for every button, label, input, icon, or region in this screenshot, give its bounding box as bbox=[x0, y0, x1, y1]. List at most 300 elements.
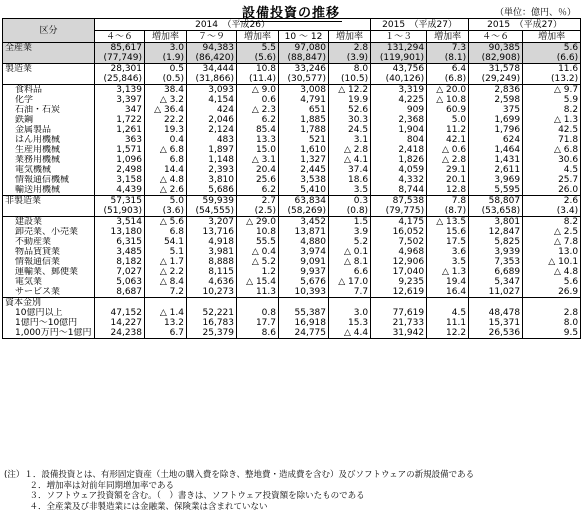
amount-cell: 5,595 bbox=[469, 185, 523, 196]
amount-cell: 8,182 bbox=[95, 257, 145, 267]
table-row bbox=[3, 318, 581, 328]
amount-cell: 31,578 bbox=[469, 64, 523, 75]
row-label: 建設業 bbox=[3, 217, 95, 228]
amount-cell: 6,315 bbox=[95, 237, 145, 247]
amount-cell: 5,825 bbox=[469, 237, 523, 247]
amount-cell: 33,246 bbox=[279, 64, 329, 75]
growth-rate-cell: △ 10.1 bbox=[523, 257, 581, 267]
growth-rate-cell: △ 2.3 bbox=[237, 105, 279, 115]
amount-cell: 2,368 bbox=[371, 115, 427, 125]
growth-rate-cell: △ 8.1 bbox=[329, 257, 371, 267]
row-label: 非製造業 bbox=[3, 196, 95, 207]
amount-cell: 48,478 bbox=[469, 308, 523, 318]
row-label: 資本金別 bbox=[3, 298, 95, 309]
footnotes bbox=[4, 470, 474, 512]
growth-rate-cell: △ 2.6 bbox=[145, 185, 187, 196]
growth-rate-cell: 11.6 bbox=[523, 64, 581, 75]
growth-rate-cell: 6.8 bbox=[145, 155, 187, 165]
footnote: ３．ソフトウェア投資額を含む。（ ）書きは、ソフトウェア投資額を除いたものである bbox=[4, 491, 365, 501]
header-rate: 増加率 bbox=[237, 31, 279, 43]
growth-rate-cell: 6.4 bbox=[427, 64, 469, 75]
row-label: 情報通信機械 bbox=[3, 175, 95, 185]
amount-cell: 8,687 bbox=[95, 287, 145, 298]
growth-rate-cell: △ 5.2 bbox=[237, 257, 279, 267]
table-row bbox=[3, 115, 581, 125]
growth-rate-cell bbox=[523, 298, 581, 309]
growth-rate-cell: 25.6 bbox=[237, 175, 279, 185]
header-period: ４～６ bbox=[95, 31, 145, 43]
growth-rate-cell: 8.0 bbox=[329, 64, 371, 75]
growth-rate-cell: (11.4) bbox=[237, 74, 279, 85]
growth-rate-cell: 18.6 bbox=[329, 175, 371, 185]
amount-cell: (40,126) bbox=[371, 74, 427, 85]
growth-rate-cell: △ 8.4 bbox=[145, 277, 187, 287]
amount-cell: 375 bbox=[469, 105, 523, 115]
table-row bbox=[3, 257, 581, 267]
amount-cell: 77,619 bbox=[371, 308, 427, 318]
amount-cell: 12,906 bbox=[371, 257, 427, 267]
growth-rate-cell: 55.5 bbox=[237, 237, 279, 247]
growth-rate-cell: 38.4 bbox=[145, 85, 187, 96]
row-label: 輸送用機械 bbox=[3, 185, 95, 196]
growth-rate-cell: 6.6 bbox=[329, 267, 371, 277]
amount-cell: 4,059 bbox=[371, 165, 427, 175]
table-row bbox=[3, 43, 581, 54]
amount-cell: (51,903) bbox=[95, 206, 145, 217]
growth-rate-cell bbox=[237, 298, 279, 309]
amount-cell: 34,444 bbox=[187, 64, 237, 75]
amount-cell: 4,791 bbox=[279, 95, 329, 105]
amount-cell: 9,091 bbox=[279, 257, 329, 267]
growth-rate-cell: 71.8 bbox=[523, 135, 581, 145]
growth-rate-cell: 5.6 bbox=[523, 277, 581, 287]
amount-cell: 57,315 bbox=[95, 196, 145, 207]
amount-cell: (31,866) bbox=[187, 74, 237, 85]
growth-rate-cell: 42.1 bbox=[427, 135, 469, 145]
growth-rate-cell: △ 6.8 bbox=[523, 145, 581, 155]
table-row bbox=[3, 328, 581, 339]
growth-rate-cell: (1.9) bbox=[145, 53, 187, 64]
amount-cell: 15,371 bbox=[469, 318, 523, 328]
growth-rate-cell: 30.6 bbox=[523, 155, 581, 165]
amount-cell: 521 bbox=[279, 135, 329, 145]
growth-rate-cell: △ 2.8 bbox=[329, 145, 371, 155]
amount-cell: 3,981 bbox=[187, 247, 237, 257]
growth-rate-cell: (0.8) bbox=[329, 206, 371, 217]
growth-rate-cell: △ 29.0 bbox=[237, 217, 279, 228]
table-row bbox=[3, 85, 581, 96]
growth-rate-cell: 5.9 bbox=[523, 95, 581, 105]
growth-rate-cell: 5.2 bbox=[329, 237, 371, 247]
growth-rate-cell: (8.1) bbox=[427, 53, 469, 64]
table-row bbox=[3, 145, 581, 155]
growth-rate-cell: 12.2 bbox=[427, 328, 469, 339]
header-rate: 増加率 bbox=[427, 31, 469, 43]
growth-rate-cell: 13.2 bbox=[145, 318, 187, 328]
table-row bbox=[3, 196, 581, 207]
growth-rate-cell: 6.8 bbox=[145, 227, 187, 237]
amount-cell: 347 bbox=[95, 105, 145, 115]
table-row bbox=[3, 298, 581, 309]
amount-cell bbox=[187, 298, 237, 309]
growth-rate-cell: 3.0 bbox=[329, 308, 371, 318]
amount-cell: (29,249) bbox=[469, 74, 523, 85]
growth-rate-cell: 5.5 bbox=[237, 43, 279, 54]
amount-cell: 7,502 bbox=[371, 237, 427, 247]
growth-rate-cell: 20.1 bbox=[427, 175, 469, 185]
growth-rate-cell: 0.6 bbox=[237, 95, 279, 105]
growth-rate-cell: 29.1 bbox=[427, 165, 469, 175]
growth-rate-cell: △ 2.5 bbox=[523, 227, 581, 237]
amount-cell: (79,775) bbox=[371, 206, 427, 217]
growth-rate-cell bbox=[329, 298, 371, 309]
growth-rate-cell: △ 20.0 bbox=[427, 85, 469, 96]
growth-rate-cell: 3.9 bbox=[329, 227, 371, 237]
growth-rate-cell bbox=[427, 298, 469, 309]
amount-cell: 1,610 bbox=[279, 145, 329, 155]
amount-cell: 21,733 bbox=[371, 318, 427, 328]
growth-rate-cell: 6.2 bbox=[237, 115, 279, 125]
growth-rate-cell: 85.4 bbox=[237, 125, 279, 135]
growth-rate-cell: 5.6 bbox=[523, 43, 581, 54]
growth-rate-cell: (13.2) bbox=[523, 74, 581, 85]
growth-rate-cell: 0.4 bbox=[145, 135, 187, 145]
growth-rate-cell: (3.6) bbox=[145, 206, 187, 217]
growth-rate-cell: △ 17.0 bbox=[329, 277, 371, 287]
table-row bbox=[3, 74, 581, 85]
growth-rate-cell: 1.2 bbox=[237, 267, 279, 277]
amount-cell: 5,410 bbox=[279, 185, 329, 196]
amount-cell: 1,826 bbox=[371, 155, 427, 165]
table-row bbox=[3, 217, 581, 228]
growth-rate-cell: 1.5 bbox=[329, 217, 371, 228]
growth-rate-cell: 26.0 bbox=[523, 185, 581, 196]
amount-cell: 12,847 bbox=[469, 227, 523, 237]
growth-rate-cell: △ 0.6 bbox=[427, 145, 469, 155]
amount-cell: 3,969 bbox=[469, 175, 523, 185]
amount-cell: 8,888 bbox=[187, 257, 237, 267]
amount-cell: 1,096 bbox=[95, 155, 145, 165]
growth-rate-cell: 11.2 bbox=[427, 125, 469, 135]
growth-rate-cell: △ 36.4 bbox=[145, 105, 187, 115]
amount-cell: 3,538 bbox=[279, 175, 329, 185]
amount-cell: 1,788 bbox=[279, 125, 329, 135]
amount-cell: 55,387 bbox=[279, 308, 329, 318]
amount-cell: (119,901) bbox=[371, 53, 427, 64]
growth-rate-cell: 17.5 bbox=[427, 237, 469, 247]
growth-rate-cell: △ 2.2 bbox=[145, 267, 187, 277]
growth-rate-cell: △ 9.0 bbox=[237, 85, 279, 96]
amount-cell: 1,722 bbox=[95, 115, 145, 125]
amount-cell: 4,636 bbox=[187, 277, 237, 287]
growth-rate-cell: △ 1.3 bbox=[427, 267, 469, 277]
amount-cell: 4,918 bbox=[187, 237, 237, 247]
amount-cell bbox=[371, 298, 427, 309]
amount-cell: 424 bbox=[187, 105, 237, 115]
table-row bbox=[3, 175, 581, 185]
row-label: 化学 bbox=[3, 95, 95, 105]
amount-cell: 31,942 bbox=[371, 328, 427, 339]
growth-rate-cell: (2.5) bbox=[237, 206, 279, 217]
amount-cell: 1,904 bbox=[371, 125, 427, 135]
amount-cell: (86,420) bbox=[187, 53, 237, 64]
growth-rate-cell: 11.1 bbox=[427, 318, 469, 328]
growth-rate-cell: 7.8 bbox=[427, 196, 469, 207]
amount-cell: 11,027 bbox=[469, 287, 523, 298]
amount-cell: 4,439 bbox=[95, 185, 145, 196]
growth-rate-cell: 52.6 bbox=[329, 105, 371, 115]
growth-rate-cell: 37.4 bbox=[329, 165, 371, 175]
growth-rate-cell: 2.8 bbox=[329, 43, 371, 54]
table-row bbox=[3, 206, 581, 217]
amount-cell: 3,485 bbox=[95, 247, 145, 257]
growth-rate-cell: 3.0 bbox=[145, 43, 187, 54]
amount-cell: (25,846) bbox=[95, 74, 145, 85]
header-rate: 増加率 bbox=[523, 31, 581, 43]
growth-rate-cell: 10.8 bbox=[237, 64, 279, 75]
row-label: 10億円以上 bbox=[3, 308, 95, 318]
amount-cell: 4,225 bbox=[371, 95, 427, 105]
amount-cell bbox=[279, 298, 329, 309]
growth-rate-cell: 19.9 bbox=[329, 95, 371, 105]
amount-cell: 58,807 bbox=[469, 196, 523, 207]
row-label: 電気機械 bbox=[3, 165, 95, 175]
table-row bbox=[3, 125, 581, 135]
growth-rate-cell: 20.4 bbox=[237, 165, 279, 175]
amount-cell: 3,514 bbox=[95, 217, 145, 228]
amount-cell: 2,124 bbox=[187, 125, 237, 135]
amount-cell: 16,052 bbox=[371, 227, 427, 237]
footnote: (注）１．設備投資とは、有形固定資産（土地の購入費を除き、整地費・造成費を含む）及びソフトウェアの新規設備である bbox=[4, 470, 475, 480]
growth-rate-cell: 5.1 bbox=[145, 247, 187, 257]
table-row bbox=[3, 155, 581, 165]
row-label: 石油・石炭 bbox=[3, 105, 95, 115]
amount-cell: 63,834 bbox=[279, 196, 329, 207]
growth-rate-cell: 15.3 bbox=[329, 318, 371, 328]
amount-cell: 94,383 bbox=[187, 43, 237, 54]
footnote: ２．増加率は対前年同期増加率である bbox=[4, 480, 175, 491]
header-period: ７～９ bbox=[187, 31, 237, 43]
growth-rate-cell: 11.3 bbox=[237, 287, 279, 298]
growth-rate-cell: △ 0.1 bbox=[329, 247, 371, 257]
growth-rate-cell: △ 4.8 bbox=[145, 175, 187, 185]
growth-rate-cell: △ 3.2 bbox=[145, 95, 187, 105]
amount-cell: 4,332 bbox=[371, 175, 427, 185]
table-row bbox=[3, 53, 581, 64]
growth-rate-cell: 26.9 bbox=[523, 287, 581, 298]
growth-rate-cell: 15.0 bbox=[237, 145, 279, 155]
table-row bbox=[3, 165, 581, 175]
amount-cell: 97,080 bbox=[279, 43, 329, 54]
amount-cell: 17,040 bbox=[371, 267, 427, 277]
amount-cell: 28,301 bbox=[95, 64, 145, 75]
header-period: 10 ～ 12 bbox=[279, 31, 329, 43]
row-label: 製造業 bbox=[3, 64, 95, 75]
amount-cell: 3,801 bbox=[469, 217, 523, 228]
growth-rate-cell: △ 9.7 bbox=[523, 85, 581, 96]
row-label: 食料品 bbox=[3, 85, 95, 96]
amount-cell: 2,498 bbox=[95, 165, 145, 175]
row-label: 金属製品 bbox=[3, 125, 95, 135]
growth-rate-cell: 3.6 bbox=[427, 247, 469, 257]
row-label: 鉄鋼 bbox=[3, 115, 95, 125]
growth-rate-cell: △ 3.1 bbox=[237, 155, 279, 165]
table-row bbox=[3, 105, 581, 115]
amount-cell: 5,676 bbox=[279, 277, 329, 287]
growth-rate-cell: (6.6) bbox=[523, 53, 581, 64]
amount-cell: 13,871 bbox=[279, 227, 329, 237]
growth-rate-cell: 7.3 bbox=[427, 43, 469, 54]
table-row bbox=[3, 64, 581, 75]
amount-cell: 2,418 bbox=[371, 145, 427, 155]
amount-cell: 4,880 bbox=[279, 237, 329, 247]
growth-rate-cell: 7.2 bbox=[145, 287, 187, 298]
amount-cell: 3,093 bbox=[187, 85, 237, 96]
amount-cell: 2,393 bbox=[187, 165, 237, 175]
growth-rate-cell: 7.7 bbox=[329, 287, 371, 298]
amount-cell: 47,152 bbox=[95, 308, 145, 318]
amount-cell: 1,885 bbox=[279, 115, 329, 125]
row-label: はん用機械 bbox=[3, 135, 95, 145]
amount-cell: 1,571 bbox=[95, 145, 145, 155]
growth-rate-cell: 19.3 bbox=[145, 125, 187, 135]
amount-cell: 8,744 bbox=[371, 185, 427, 196]
unit-label: （単位：億円、％） bbox=[494, 8, 576, 18]
header-rate: 増加率 bbox=[329, 31, 371, 43]
growth-rate-cell: 8.2 bbox=[523, 217, 581, 228]
footnote: ４．全産業及び非製造業には金融業、保険業は含まれていない bbox=[4, 501, 268, 512]
amount-cell: 8,115 bbox=[187, 267, 237, 277]
amount-cell: 624 bbox=[469, 135, 523, 145]
growth-rate-cell: 5.0 bbox=[427, 115, 469, 125]
growth-rate-cell: △ 7.8 bbox=[523, 237, 581, 247]
growth-rate-cell: (3.4) bbox=[523, 206, 581, 217]
amount-cell: 6,689 bbox=[469, 267, 523, 277]
amount-cell: 25,379 bbox=[187, 328, 237, 339]
growth-rate-cell: △ 10.8 bbox=[427, 95, 469, 105]
amount-cell: 1,431 bbox=[469, 155, 523, 165]
growth-rate-cell: 2.8 bbox=[523, 308, 581, 318]
header-period: １～３ bbox=[371, 31, 427, 43]
table-row bbox=[3, 267, 581, 277]
amount-cell: 2,445 bbox=[279, 165, 329, 175]
growth-rate-cell: 5.0 bbox=[145, 196, 187, 207]
amount-cell: 3,319 bbox=[371, 85, 427, 96]
growth-rate-cell: 8.2 bbox=[523, 105, 581, 115]
amount-cell: 9,235 bbox=[371, 277, 427, 287]
growth-rate-cell: 13.3 bbox=[237, 135, 279, 145]
amount-cell: 1,148 bbox=[187, 155, 237, 165]
amount-cell: 1,699 bbox=[469, 115, 523, 125]
row-label: 電気業 bbox=[3, 277, 95, 287]
header-year-2015a: 2015 （平成27） bbox=[371, 19, 469, 31]
growth-rate-cell: (10.5) bbox=[329, 74, 371, 85]
page-title: 設備投資の推移 bbox=[241, 6, 340, 21]
amount-cell: 12,619 bbox=[371, 287, 427, 298]
amount-cell: (54,555) bbox=[187, 206, 237, 217]
row-label: 全産業 bbox=[3, 43, 95, 54]
amount-cell: 2,046 bbox=[187, 115, 237, 125]
row-label: 卸売業、小売業 bbox=[3, 227, 95, 237]
table-row bbox=[3, 247, 581, 257]
row-label: 業務用機械 bbox=[3, 155, 95, 165]
growth-rate-cell: 9.5 bbox=[523, 328, 581, 339]
row-label: 1億円～10億円 bbox=[3, 318, 95, 328]
amount-cell: 3,810 bbox=[187, 175, 237, 185]
growth-rate-cell: 17.7 bbox=[237, 318, 279, 328]
amount-cell: 3,139 bbox=[95, 85, 145, 96]
amount-cell: (77,749) bbox=[95, 53, 145, 64]
growth-rate-cell: 3.5 bbox=[329, 185, 371, 196]
table-row bbox=[3, 227, 581, 237]
growth-rate-cell: 12.8 bbox=[427, 185, 469, 196]
row-label: 物品賃貸業 bbox=[3, 247, 95, 257]
growth-rate-cell: 30.3 bbox=[329, 115, 371, 125]
amount-cell: 483 bbox=[187, 135, 237, 145]
amount-cell: (82,908) bbox=[469, 53, 523, 64]
growth-rate-cell: 19.4 bbox=[427, 277, 469, 287]
amount-cell: 4,968 bbox=[371, 247, 427, 257]
amount-cell: 1,327 bbox=[279, 155, 329, 165]
growth-rate-cell: △ 15.4 bbox=[237, 277, 279, 287]
amount-cell: 13,180 bbox=[95, 227, 145, 237]
amount-cell: 3,939 bbox=[469, 247, 523, 257]
amount-cell: 9,937 bbox=[279, 267, 329, 277]
growth-rate-cell: (6.8) bbox=[427, 74, 469, 85]
growth-rate-cell: 0.5 bbox=[145, 64, 187, 75]
amount-cell: 14,227 bbox=[95, 318, 145, 328]
amount-cell: 3,207 bbox=[187, 217, 237, 228]
growth-rate-cell: (0.5) bbox=[145, 74, 187, 85]
growth-rate-cell: △ 5.6 bbox=[145, 217, 187, 228]
amount-cell: 651 bbox=[279, 105, 329, 115]
growth-rate-cell: △ 1.7 bbox=[145, 257, 187, 267]
row-label bbox=[3, 74, 95, 85]
growth-rate-cell bbox=[145, 298, 187, 309]
amount-cell: 5,347 bbox=[469, 277, 523, 287]
amount-cell: 24,775 bbox=[279, 328, 329, 339]
growth-rate-cell: 24.5 bbox=[329, 125, 371, 135]
amount-cell: 10,273 bbox=[187, 287, 237, 298]
amount-cell: 13,716 bbox=[187, 227, 237, 237]
growth-rate-cell: 16.4 bbox=[427, 287, 469, 298]
growth-rate-cell: △ 1.4 bbox=[145, 308, 187, 318]
amount-cell: 43,756 bbox=[371, 64, 427, 75]
row-label: 不動産業 bbox=[3, 237, 95, 247]
growth-rate-cell: (5.6) bbox=[237, 53, 279, 64]
amount-cell: (53,658) bbox=[469, 206, 523, 217]
amount-cell: 59,939 bbox=[187, 196, 237, 207]
table-row bbox=[3, 185, 581, 196]
amount-cell: 4,154 bbox=[187, 95, 237, 105]
amount-cell: 24,238 bbox=[95, 328, 145, 339]
header-year-2015b: 2015 （平成27） bbox=[469, 19, 581, 31]
amount-cell: 5,686 bbox=[187, 185, 237, 196]
row-label: 運輸業、郵便業 bbox=[3, 267, 95, 277]
growth-rate-cell: 42.5 bbox=[523, 125, 581, 135]
amount-cell: (88,847) bbox=[279, 53, 329, 64]
growth-rate-cell: 2.6 bbox=[523, 196, 581, 207]
growth-rate-cell: 2.7 bbox=[237, 196, 279, 207]
amount-cell: 26,536 bbox=[469, 328, 523, 339]
table-row bbox=[3, 287, 581, 298]
table-row bbox=[3, 308, 581, 318]
table-row bbox=[3, 237, 581, 247]
amount-cell bbox=[95, 298, 145, 309]
row-label bbox=[3, 206, 95, 217]
amount-cell: 3,397 bbox=[95, 95, 145, 105]
amount-cell: 4,175 bbox=[371, 217, 427, 228]
